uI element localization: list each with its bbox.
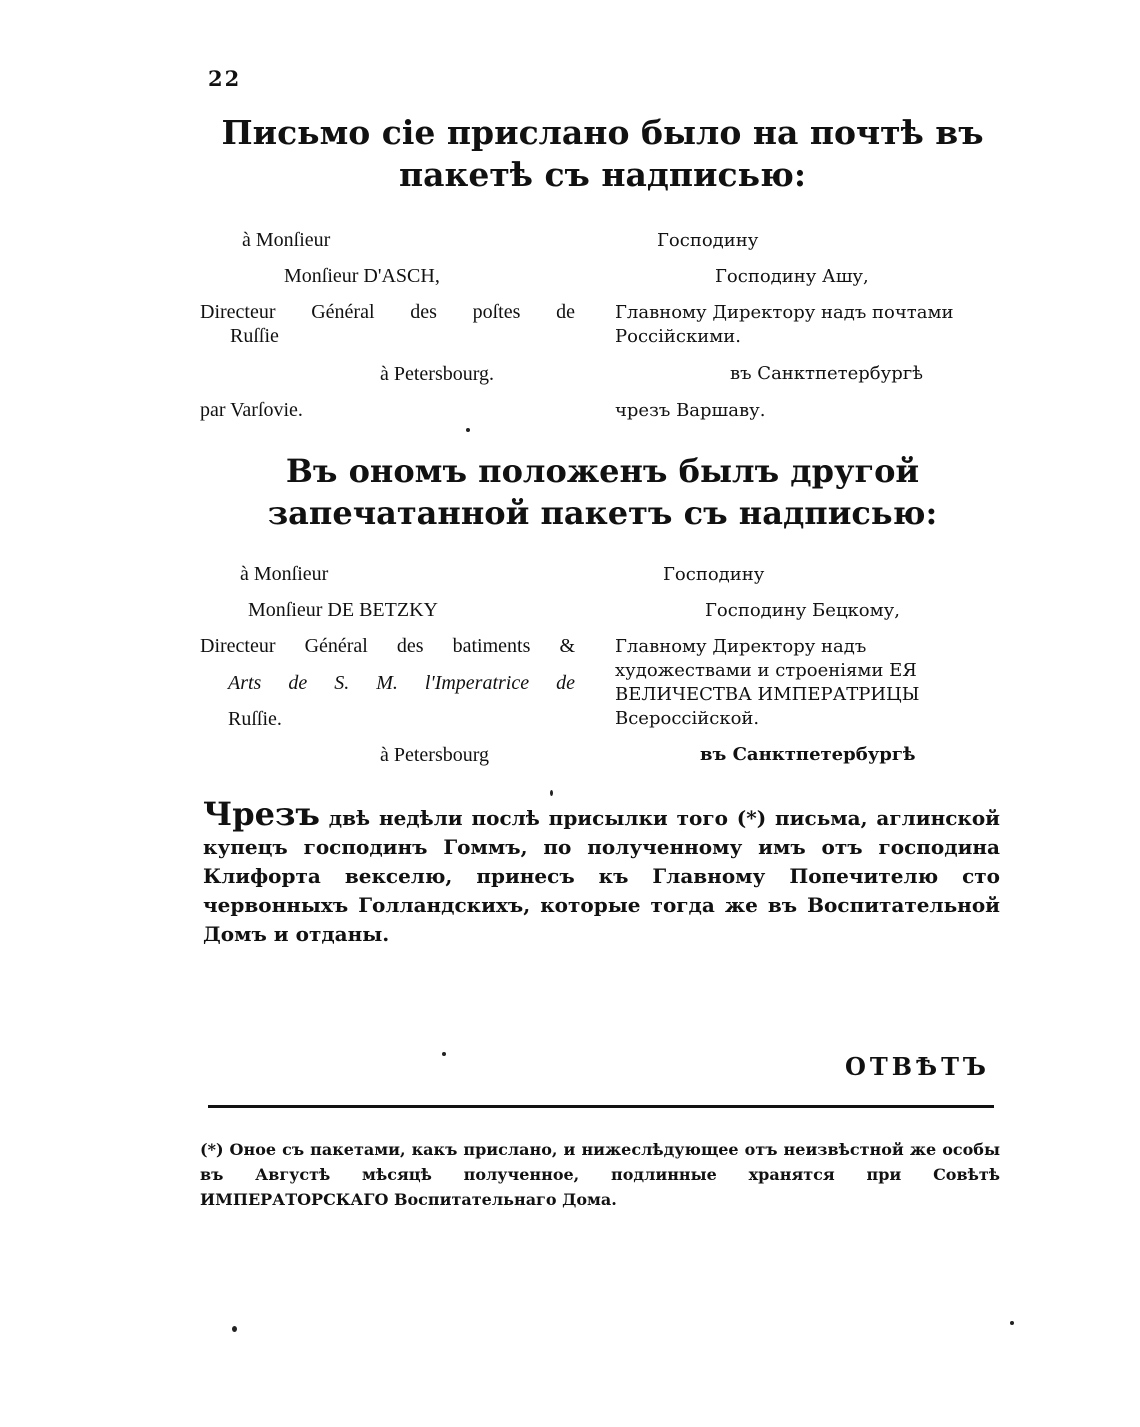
footnote-divider [208,1105,994,1108]
address-1-fr-line: à Monſieur [242,229,331,251]
address-1-russian [615,229,1000,429]
address-1-fr-title: Directeur Général des poſtes de [200,301,575,323]
catchword-reply: ОТВѢТЪ [845,1052,990,1081]
ink-speck [1010,1321,1014,1325]
address-1-ru-recipient: Господину Ашу, [715,266,869,287]
address-1-ru-line: Господину [657,230,759,251]
address-2-french [200,562,575,772]
ink-speck [466,428,470,432]
address-2-russian [615,563,1000,773]
address-2-ru-title: Главному Директору надъ художествами и строенiями ЕЯ ВЕЛИЧЕСТВА ИМПЕРАТРИЦЫ Всероссiйской. [615,636,920,729]
ink-speck [550,790,553,796]
ink-speck [232,1326,237,1332]
address-1-fr-city: à Petersbourg. [380,363,495,385]
address-2-ru-line: Господину [663,564,765,585]
address-2-fr-title-cont: Arts de S. M. l'Imperatrice de [228,672,575,694]
address-2-fr-line: à Monſieur [240,563,329,585]
address-1-ru-city: въ Санктпетербургѣ [730,363,924,384]
paragraph-text: двѣ недѣли послѣ присылки того (*) письма, аглинской купецъ господинъ Гоммъ, по полученному имъ отъ господина Клифорта векселю, принесъ къ Главному Попечителю сто червонныхъ Голландскихъ, которые тогда же въ Воспитательной Домъ и отданы. [203,806,1001,946]
address-1-fr-route: par Varſovie. [200,399,303,421]
address-1-fr-recipient: Monſieur D'ASCH, [284,265,440,287]
footnote: (*) Оное съ пакетами, какъ прислано, и нижеслѣдующее отъ неизвѣстной же особы въ Августѣ мѣсяцѣ полученное, подлинные хранятся при Совѣтѣ ИМПЕРАТОРСКАГО Воспитательнаго Дома. [200,1140,1000,1209]
body-paragraph [203,795,1001,949]
page-number: 22 [208,66,242,91]
address-1-fr-country: Ruſſie [230,325,279,347]
paragraph-lead-word: Чрезъ [203,795,320,833]
address-1-french [200,228,575,428]
address-2-ru-city: въ Санктпетербургѣ [700,744,916,765]
address-2-ru-recipient: Господину Бецкому, [705,600,900,621]
address-1-ru-title: Главному Директору надъ почтами Россiйскими. [615,302,954,347]
heading-enclosed-packet: Въ ономъ положенъ былъ другой запечатанной пакетъ съ надписью: [267,452,938,532]
address-2-fr-city: à Petersbourg [380,744,490,766]
address-1-ru-route: чрезъ Варшаву. [615,400,766,421]
ink-speck [442,1052,446,1056]
address-2-fr-title: Directeur Général des batiments & [200,635,575,657]
heading-letter-sent: Письмо сiе прислано было на почтѣ въ пакетѣ съ надписью: [221,113,984,194]
address-2-fr-country: Ruſſie. [228,708,282,730]
address-2-fr-recipient: Monſieur DE BETZKY [248,599,438,621]
